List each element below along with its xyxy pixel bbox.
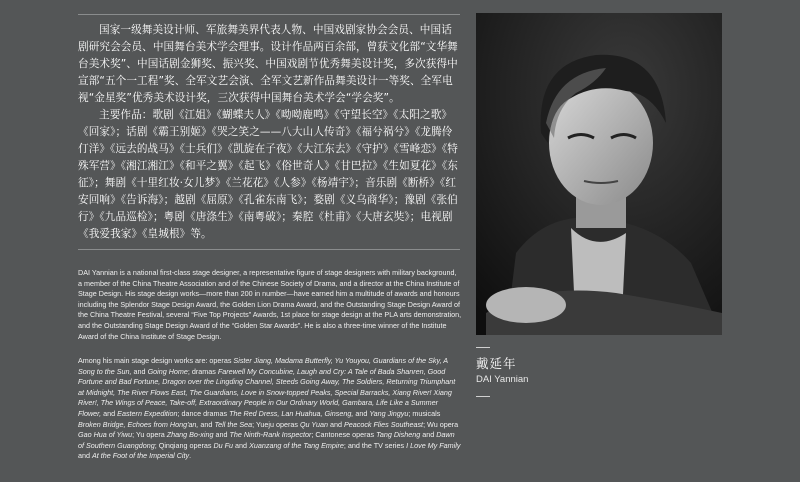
caption-name-chinese: 戴延年 (476, 356, 517, 371)
caption-divider-bottom (476, 396, 490, 397)
caption-name-english: DAI Yannian (476, 374, 529, 385)
chinese-bio-paragraph-1: 国家一级舞美设计师、军旅舞美界代表人物、中国戏剧家协会会员、中国话剧研究会会员、中国舞台美术学会理事。设计作品两百余部，曾获文化部“文华舞台美术奖”、中国话剧金狮奖、振兴奖、中国戏剧节优秀舞美设计奖，多次获得中宣部“五个一工程”奖、全军文艺会演、全军文艺新作品舞美设计一等奖、全军电视“金星奖”优秀美术设计奖，三次获得中国舞台美术学会“学会奖”。 (78, 24, 458, 104)
top-divider (78, 14, 460, 15)
english-works-paragraph: Among his main stage design works are: operas Sister Jiang, Madama Butterfly, Yu Youyou, Guardians of the Sky, A Song to the Sun, and Going Home; dramas Farewell My Concubine, Laugh and Cry: A Tale of Bada Shanren, Good Fortune and Bad Fortune, Dragon over the Lingding Channel, Steeds Going Away, The Soldiers, Returning Triumphant at Midnight, The River Flows East, The Guardians, Love in Snow-topped Peaks, Special Barracks, Xiang River! Xiang River!, The Wings of Peace, Take-off, Extraordinary People in Our Ordinary World, Gambara, Life Like a Summer Flower, and Eastern Expedition; dance dramas The Red Dress, Lan Huahua, Ginseng, and Yang Jingyu; musicals Broken Bridge, Echoes from Hong'an, and Tell the Sea; Yueju operas Qu Yuan and Peacock Flies Southeast; Wu opera Gao Hua of Yiwu; Yu opera Zhang Bo-xing and The Ninth-Rank Inspector; Cantonese operas Tang Disheng and Dawn of Southern Guangdong; Qinqiang operas Du Fu and Xuanzang of the Tang Empire; and the TV series I Love My Family and At the Foot of the Imperial City. (78, 356, 461, 461)
chinese-bio-paragraph-2: 主要作品：歌剧《江姐》《蝴蝶夫人》《呦呦鹿鸣》《守望长空》《太阳之歌》《回家》；话剧《霸王别姬》《哭之笑之——八大山人传奇》《福兮祸兮》《龙腾伶仃洋》《远去的战马》《士兵们》《凯旋在子夜》《大江东去》《守护》《雪峰恋》《特殊军营》《湘江湘江》《和平之翼》《起飞》《俗世奇人》《甘巴拉》《生如夏花》《东征》；舞剧《十里红妆·女儿梦》《兰花花》《人参》《杨靖宇》；音乐剧《断桥》《红安回响》《告诉海》；越剧《屈原》《孔雀东南飞》；婺剧《义乌商华》；豫剧《张伯行》《九品巡检》；粤剧《唐涤生》《南粤破》；秦腔《杜甫》《大唐玄奘》；电视剧《我爱我家》《皇城根》等。 (78, 109, 458, 240)
english-works (78, 356, 462, 462)
portrait-photo (476, 13, 722, 335)
chinese-biography (78, 22, 460, 243)
middle-divider (78, 249, 460, 250)
english-biography (78, 268, 462, 342)
english-bio-paragraph-1: DAI Yannian is a national first-class stage designer, a representative figure of stage designers with military background, a member of the China Theatre Association and of the Chinese Society of Drama, and a director at the China Institute of Stage Design. His stage design works—more than 200 in number—have earned him a multitude of awards and honours including the Splendor Stage Design Award, the Golden Lion Drama Award, and the Outstanding Stage Design Award of the China Theatre Festival, several “Five Top Projects” Awards, 1st place for stage design at the PLA arts demonstration, and the Outstanding Stage Design Award of the “Golden Star Awards”. He is also a three-time winner of the Institute Award of the China Institute of Stage Design. (78, 268, 462, 341)
portrait-image (476, 13, 722, 335)
caption-divider-top (476, 347, 490, 348)
